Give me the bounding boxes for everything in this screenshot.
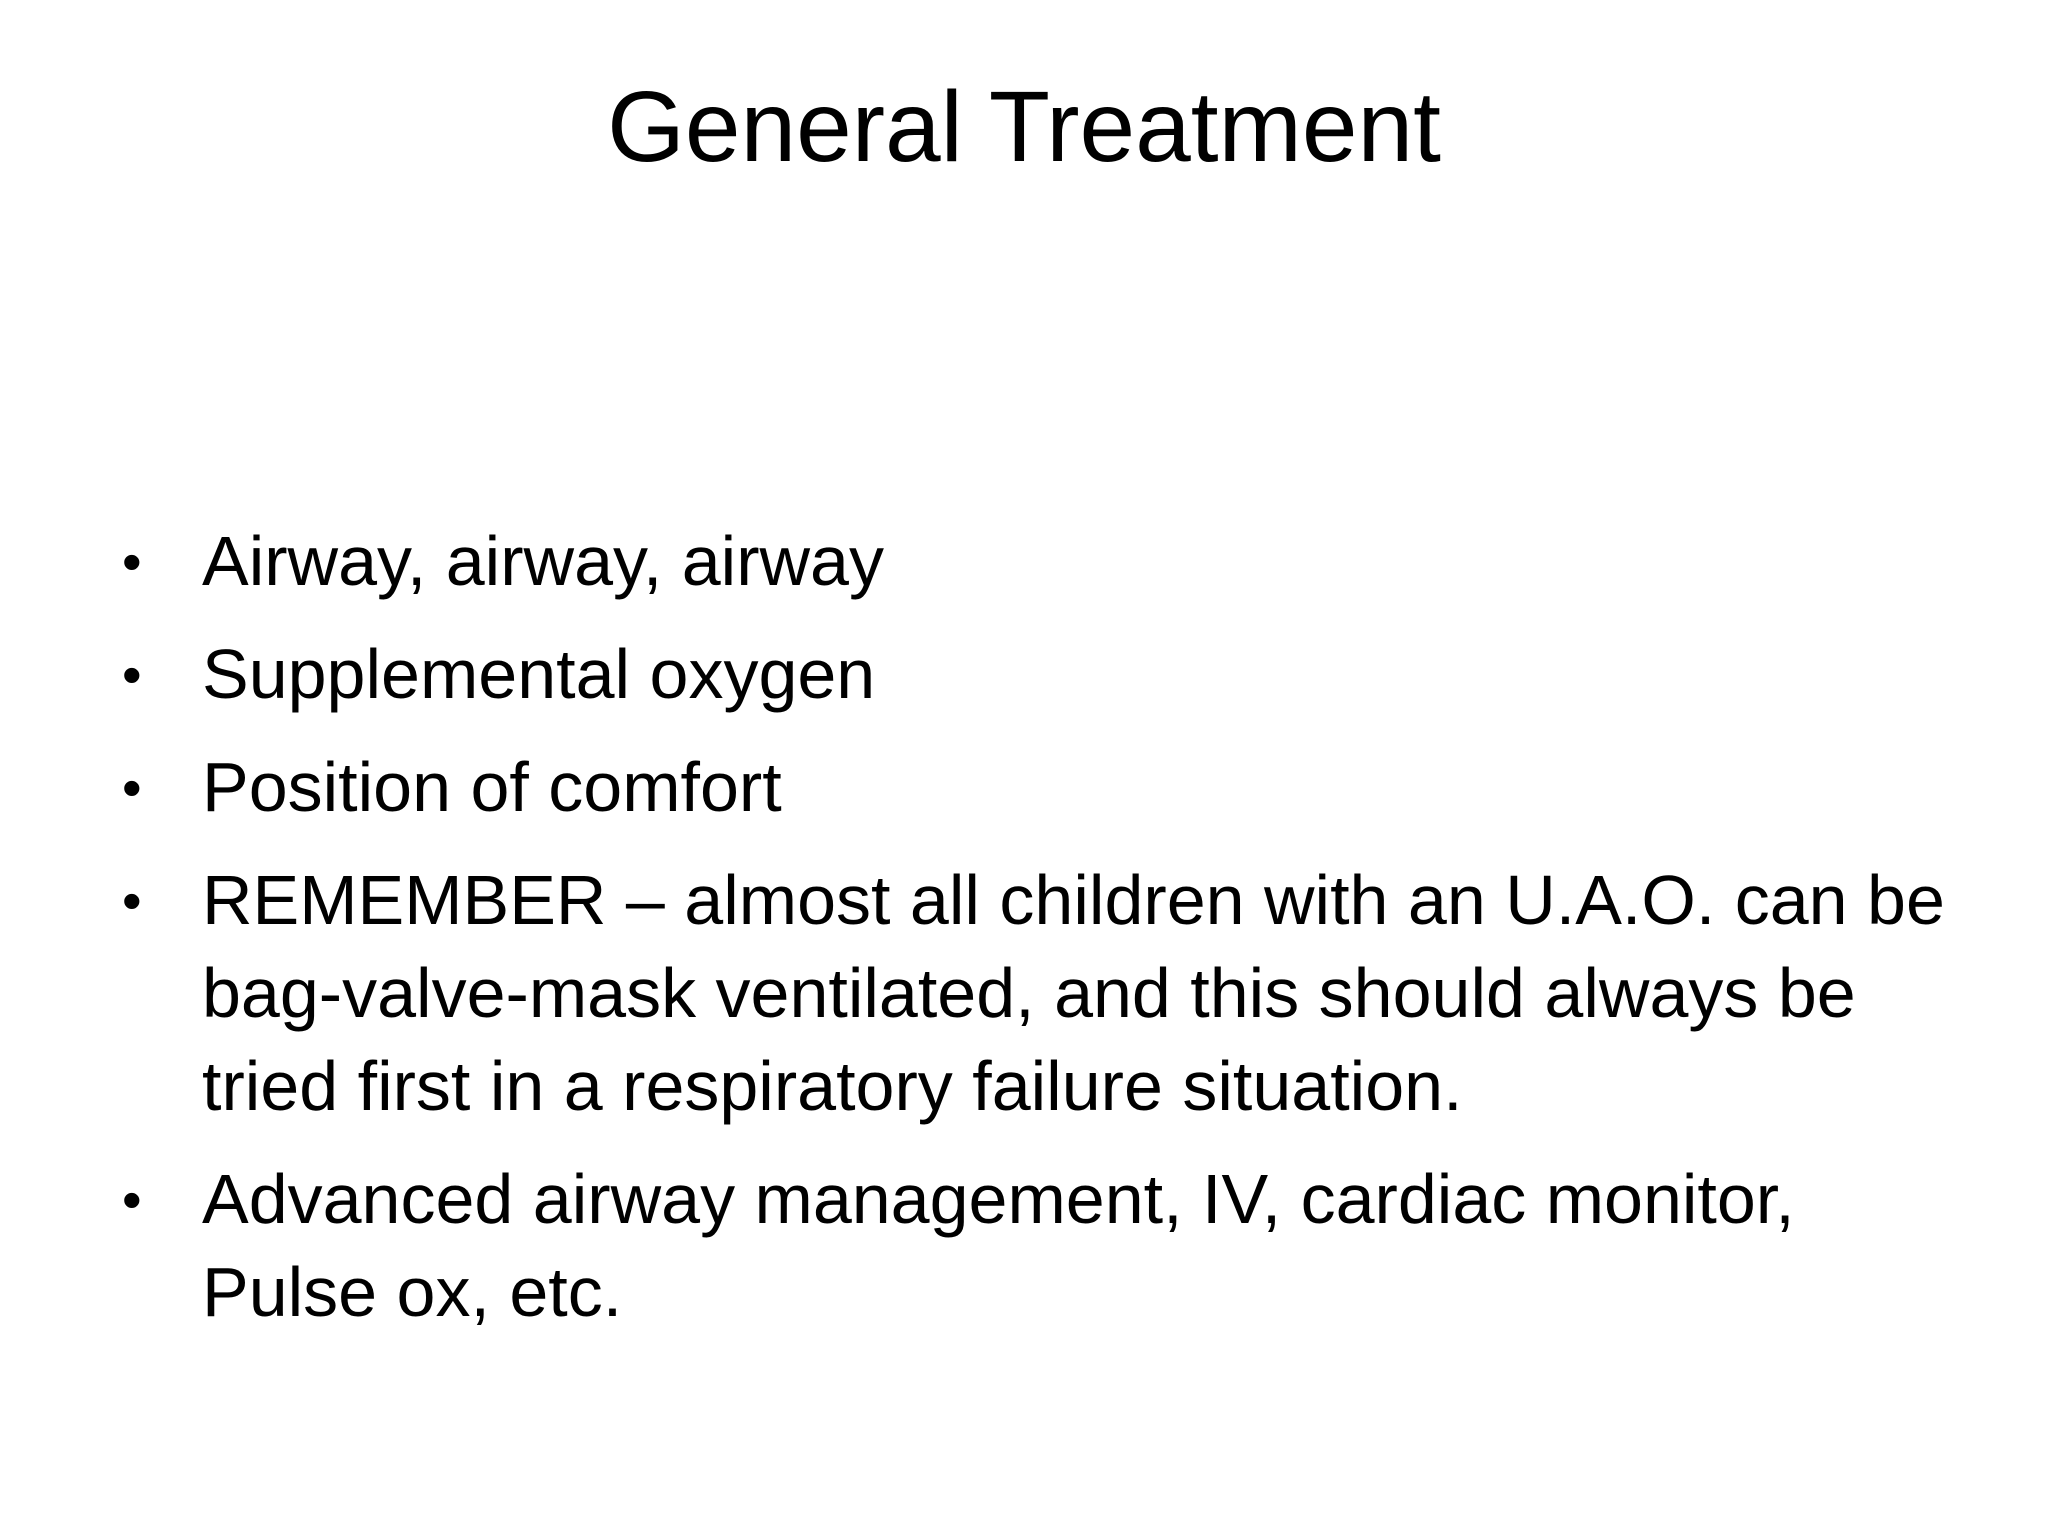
- bullet-dot-icon: •: [122, 1168, 142, 1231]
- bullet-item-oxygen: [110, 628, 1960, 721]
- bullet-text: Supplemental oxygen: [202, 635, 876, 713]
- bullet-dot-icon: •: [122, 756, 142, 819]
- bullet-text: REMEMBER – almost all children with an U.A.O. can be bag-valve-mask ventilated, and this should always be tried first in a respiratory failure situation.: [202, 861, 1945, 1125]
- bullet-list: [110, 515, 1960, 1359]
- bullet-item-remember: [110, 854, 1960, 1133]
- bullet-text: Airway, airway, airway: [202, 522, 884, 600]
- bullet-text: Advanced airway management, IV, cardiac monitor, Pulse ox, etc.: [202, 1160, 1795, 1331]
- bullet-item-airway: [110, 515, 1960, 608]
- slide-title: General Treatment: [607, 71, 1441, 183]
- bullet-item-advanced: [110, 1153, 1960, 1339]
- bullet-dot-icon: •: [122, 869, 142, 932]
- bullet-dot-icon: •: [122, 643, 142, 706]
- bullet-item-position: [110, 741, 1960, 834]
- bullet-dot-icon: •: [122, 530, 142, 593]
- bullet-text: Position of comfort: [202, 748, 782, 826]
